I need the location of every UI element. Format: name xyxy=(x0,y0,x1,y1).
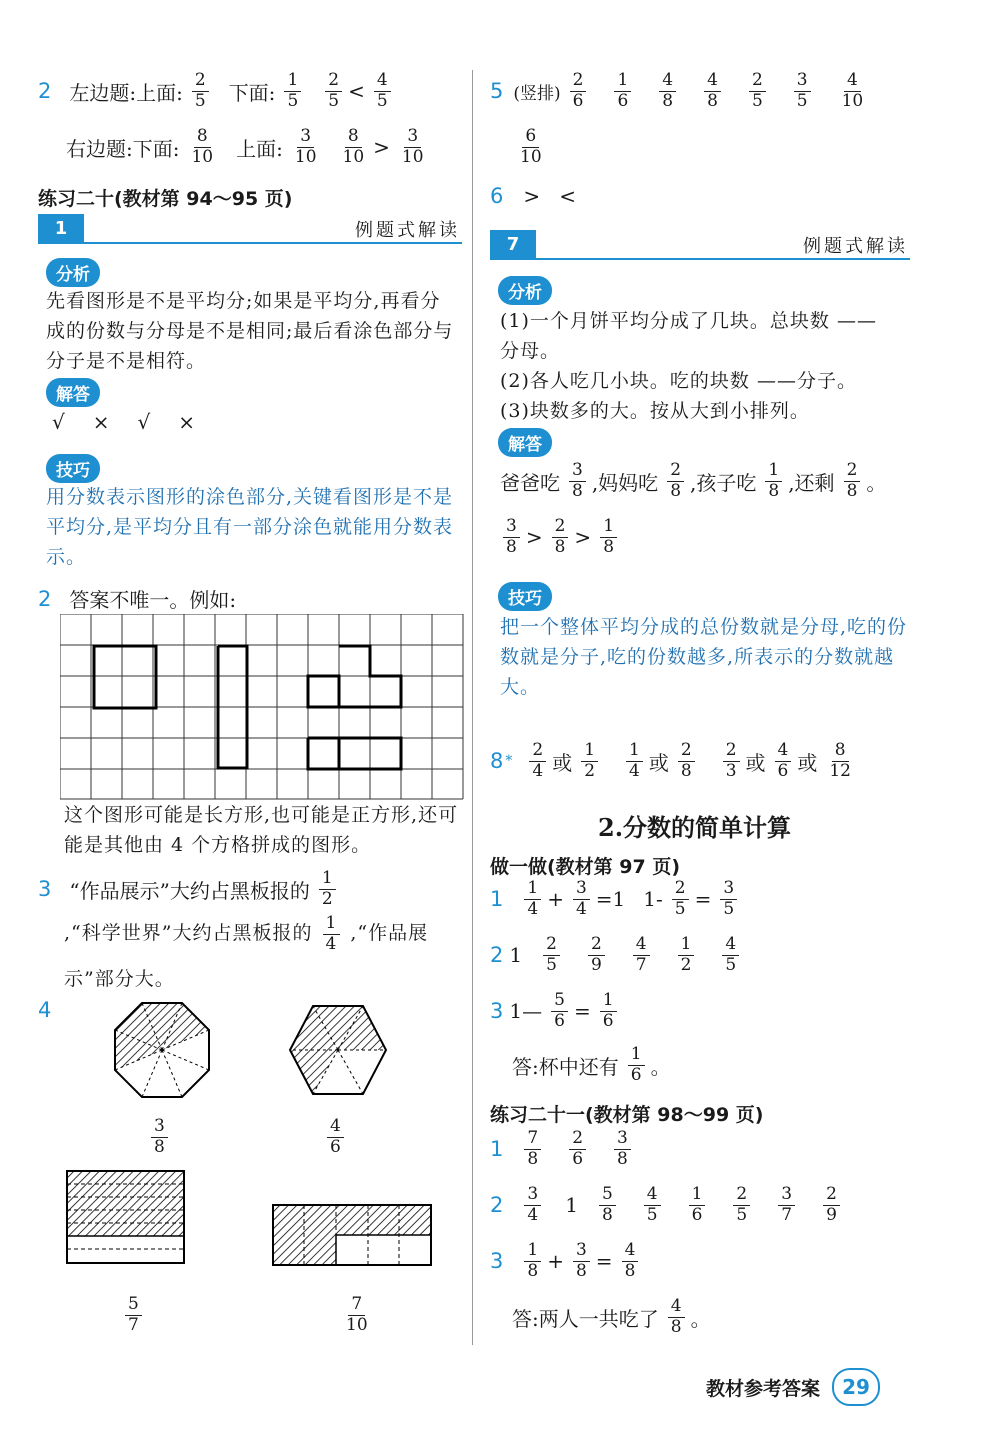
doit-q3: 3 1— $\frac{5}{6}$ = $\frac{1}{6}$ xyxy=(490,992,623,1031)
answer-pill: 解答 xyxy=(498,428,552,457)
striped-rectangle-figure xyxy=(66,1170,186,1266)
answer-pill: 解答 xyxy=(46,378,100,407)
analysis-text: (1)一个月饼平均分成了几块。总块数 —— 分母。 (2)各人吃几小块。吃的块数 ——分子。 (3)块数多的大。按从大到小排列。 xyxy=(500,310,877,422)
rectangle-fraction: $\frac{5}{7}$ xyxy=(122,1296,145,1335)
l-shape-fraction: $\frac{7}{10}$ xyxy=(346,1294,368,1335)
section-label: 例题式解读 xyxy=(803,236,908,257)
fraction: $\frac{2}{5}$ xyxy=(192,72,209,111)
fraction: $\frac{3}{10}$ xyxy=(401,126,424,167)
label: 上面: xyxy=(236,136,283,161)
ex21-q3: 3 $\frac{1}{8}$ + $\frac{3}{8}$ = $\frac{4}{8}$ xyxy=(490,1242,644,1281)
exercise-21-title: 练习二十一(教材第 98～99 页) xyxy=(490,1104,764,1126)
analysis-text: 先看图形是不是平均分;如果是平均分,再看分成的份数与分母是不是相同;最后看涂色部分与分子是不是相符。 xyxy=(46,290,454,372)
section-label: 例题式解读 xyxy=(355,220,460,241)
fraction: $\frac{1}{4}$ xyxy=(323,915,341,954)
fraction: $\frac{8}{10}$ xyxy=(191,126,214,167)
tip-text: 把一个整体平均分成的总份数就是分母,吃的份数就是分子,吃的份数越多,所表示的分数就越大。 xyxy=(500,616,908,698)
right-q5: 5 (竖排) $\frac{2}{6}$ $\frac{1}{6}$ $\frac{4}{8}$ $\frac{4}{8}$ $\frac{2}{5}$ $\frac{3}{5}$ $\frac{4}{10}$ xyxy=(490,70,864,111)
tip-pill: 技巧 xyxy=(498,582,552,611)
tip-text: 用分数表示图形的涂色部分,关键看图形是不是平均分,是平均分且有一部分涂色就能用分数表示。 xyxy=(46,486,454,568)
tip-pill: 技巧 xyxy=(46,454,100,483)
doit-q3-answer: 答:杯中还有 $\frac{1}{6}$ 。 xyxy=(512,1044,671,1085)
right-q8: 8 * $\frac{2}{4}$ 或 $\frac{1}{2}$ $\frac{1}{4}$ 或 $\frac{2}{8}$ $\frac{2}{3}$ 或 $\frac{4}{6}$ 或 $\frac{8}{12}$ xyxy=(490,740,851,781)
label: 左边题:上面: xyxy=(69,80,183,105)
footer xyxy=(706,1368,886,1406)
question-number: 4 xyxy=(38,998,52,1022)
analysis-pill: 分析 xyxy=(498,276,552,305)
answer-line: 爸爸吃 $\frac{3}{8}$ ,妈妈吃 $\frac{2}{8}$ ,孩子吃 $\frac{1}{8}$ ,还剩 $\frac{2}{8}$ 。 xyxy=(500,460,887,501)
ex21-q1: 1 $\frac{7}{8}$ $\frac{2}{6}$ $\frac{3}{8}$ xyxy=(490,1130,637,1169)
fraction: $\frac{3}{10}$ xyxy=(294,126,317,167)
section-1-bar xyxy=(38,214,462,244)
fraction: $\frac{8}{10}$ xyxy=(342,126,365,167)
doit-q1: 1 $\frac{1}{4}$ + $\frac{3}{4}$ =1 1- $\frac{2}{5}$ = $\frac{3}{5}$ xyxy=(490,880,743,919)
section-number: 1 xyxy=(38,214,84,242)
left-q3-line1: 3 “作品展示”大约占黑板报的 $\frac{1}{2}$ xyxy=(38,870,342,909)
octagon-fraction: $\frac{3}{8}$ xyxy=(148,1118,171,1157)
label: 下面: xyxy=(228,80,276,105)
l-shape-figure xyxy=(272,1204,434,1268)
left-q2-header: 2 答案不唯一。例如: xyxy=(38,586,237,612)
doit-title: 做一做(教材第 97 页) xyxy=(490,856,681,878)
hexagon-fraction: $\frac{4}{6}$ xyxy=(324,1118,347,1157)
operator: > xyxy=(373,135,390,160)
left-q3-text: ,“科学世界”大约占黑板报的 $\frac{1}{4}$ ,“作品展示”部分大。 xyxy=(64,912,429,990)
question-number: 2 xyxy=(38,79,52,104)
operator: < xyxy=(348,79,365,104)
footer-label: 教材参考答案 xyxy=(706,1377,821,1400)
fraction: $\frac{2}{5}$ xyxy=(325,72,342,111)
grid-figure xyxy=(60,614,464,800)
exercise-20-title: 练习二十(教材第 94～95 页) xyxy=(38,188,293,210)
fraction: $\frac{4}{5}$ xyxy=(374,72,391,111)
answer-marks: √ × √ × xyxy=(52,410,198,434)
column-divider xyxy=(472,70,473,1345)
hexagon-figure xyxy=(288,1004,388,1096)
fraction: $\frac{1}{2}$ xyxy=(319,870,336,909)
grid-note: 这个图形可能是长方形,也可能是正方形,还可能是其他由 4 个方格拼成的图形。 xyxy=(64,804,459,856)
fraction: $\frac{1}{5}$ xyxy=(284,72,301,111)
right-q6: 6 > < xyxy=(490,184,576,208)
left-q2-line2 xyxy=(66,128,433,167)
analysis-pill: 分析 xyxy=(46,258,100,287)
page-number: 29 xyxy=(832,1368,880,1406)
section-number: 7 xyxy=(490,230,536,258)
left-q2-line1 xyxy=(38,72,397,111)
label: 右边题:下面: xyxy=(66,136,180,161)
order-chain: $\frac{3}{8}$ > $\frac{2}{8}$ > $\frac{1}{8}$ xyxy=(500,518,623,557)
section-title: 2.分数的简单计算 xyxy=(598,813,792,842)
ex21-q2: 2 $\frac{3}{4}$ 1 $\frac{5}{8}$ $\frac{4}{5}$ $\frac{1}{6}$ $\frac{2}{5}$ $\frac{3}{7}$ $\frac{2}{9}$ xyxy=(490,1186,846,1225)
right-q5-extra: $\frac{6}{10}$ xyxy=(520,126,542,167)
doit-q2: 2 1 $\frac{2}{5}$ $\frac{2}{9}$ $\frac{4}{7}$ $\frac{1}{2}$ $\frac{4}{5}$ xyxy=(490,936,745,975)
octagon-figure xyxy=(112,1000,212,1100)
section-7-bar xyxy=(490,230,910,260)
ex21-q3-answer: 答:两人一共吃了 $\frac{4}{8}$ 。 xyxy=(512,1296,711,1337)
